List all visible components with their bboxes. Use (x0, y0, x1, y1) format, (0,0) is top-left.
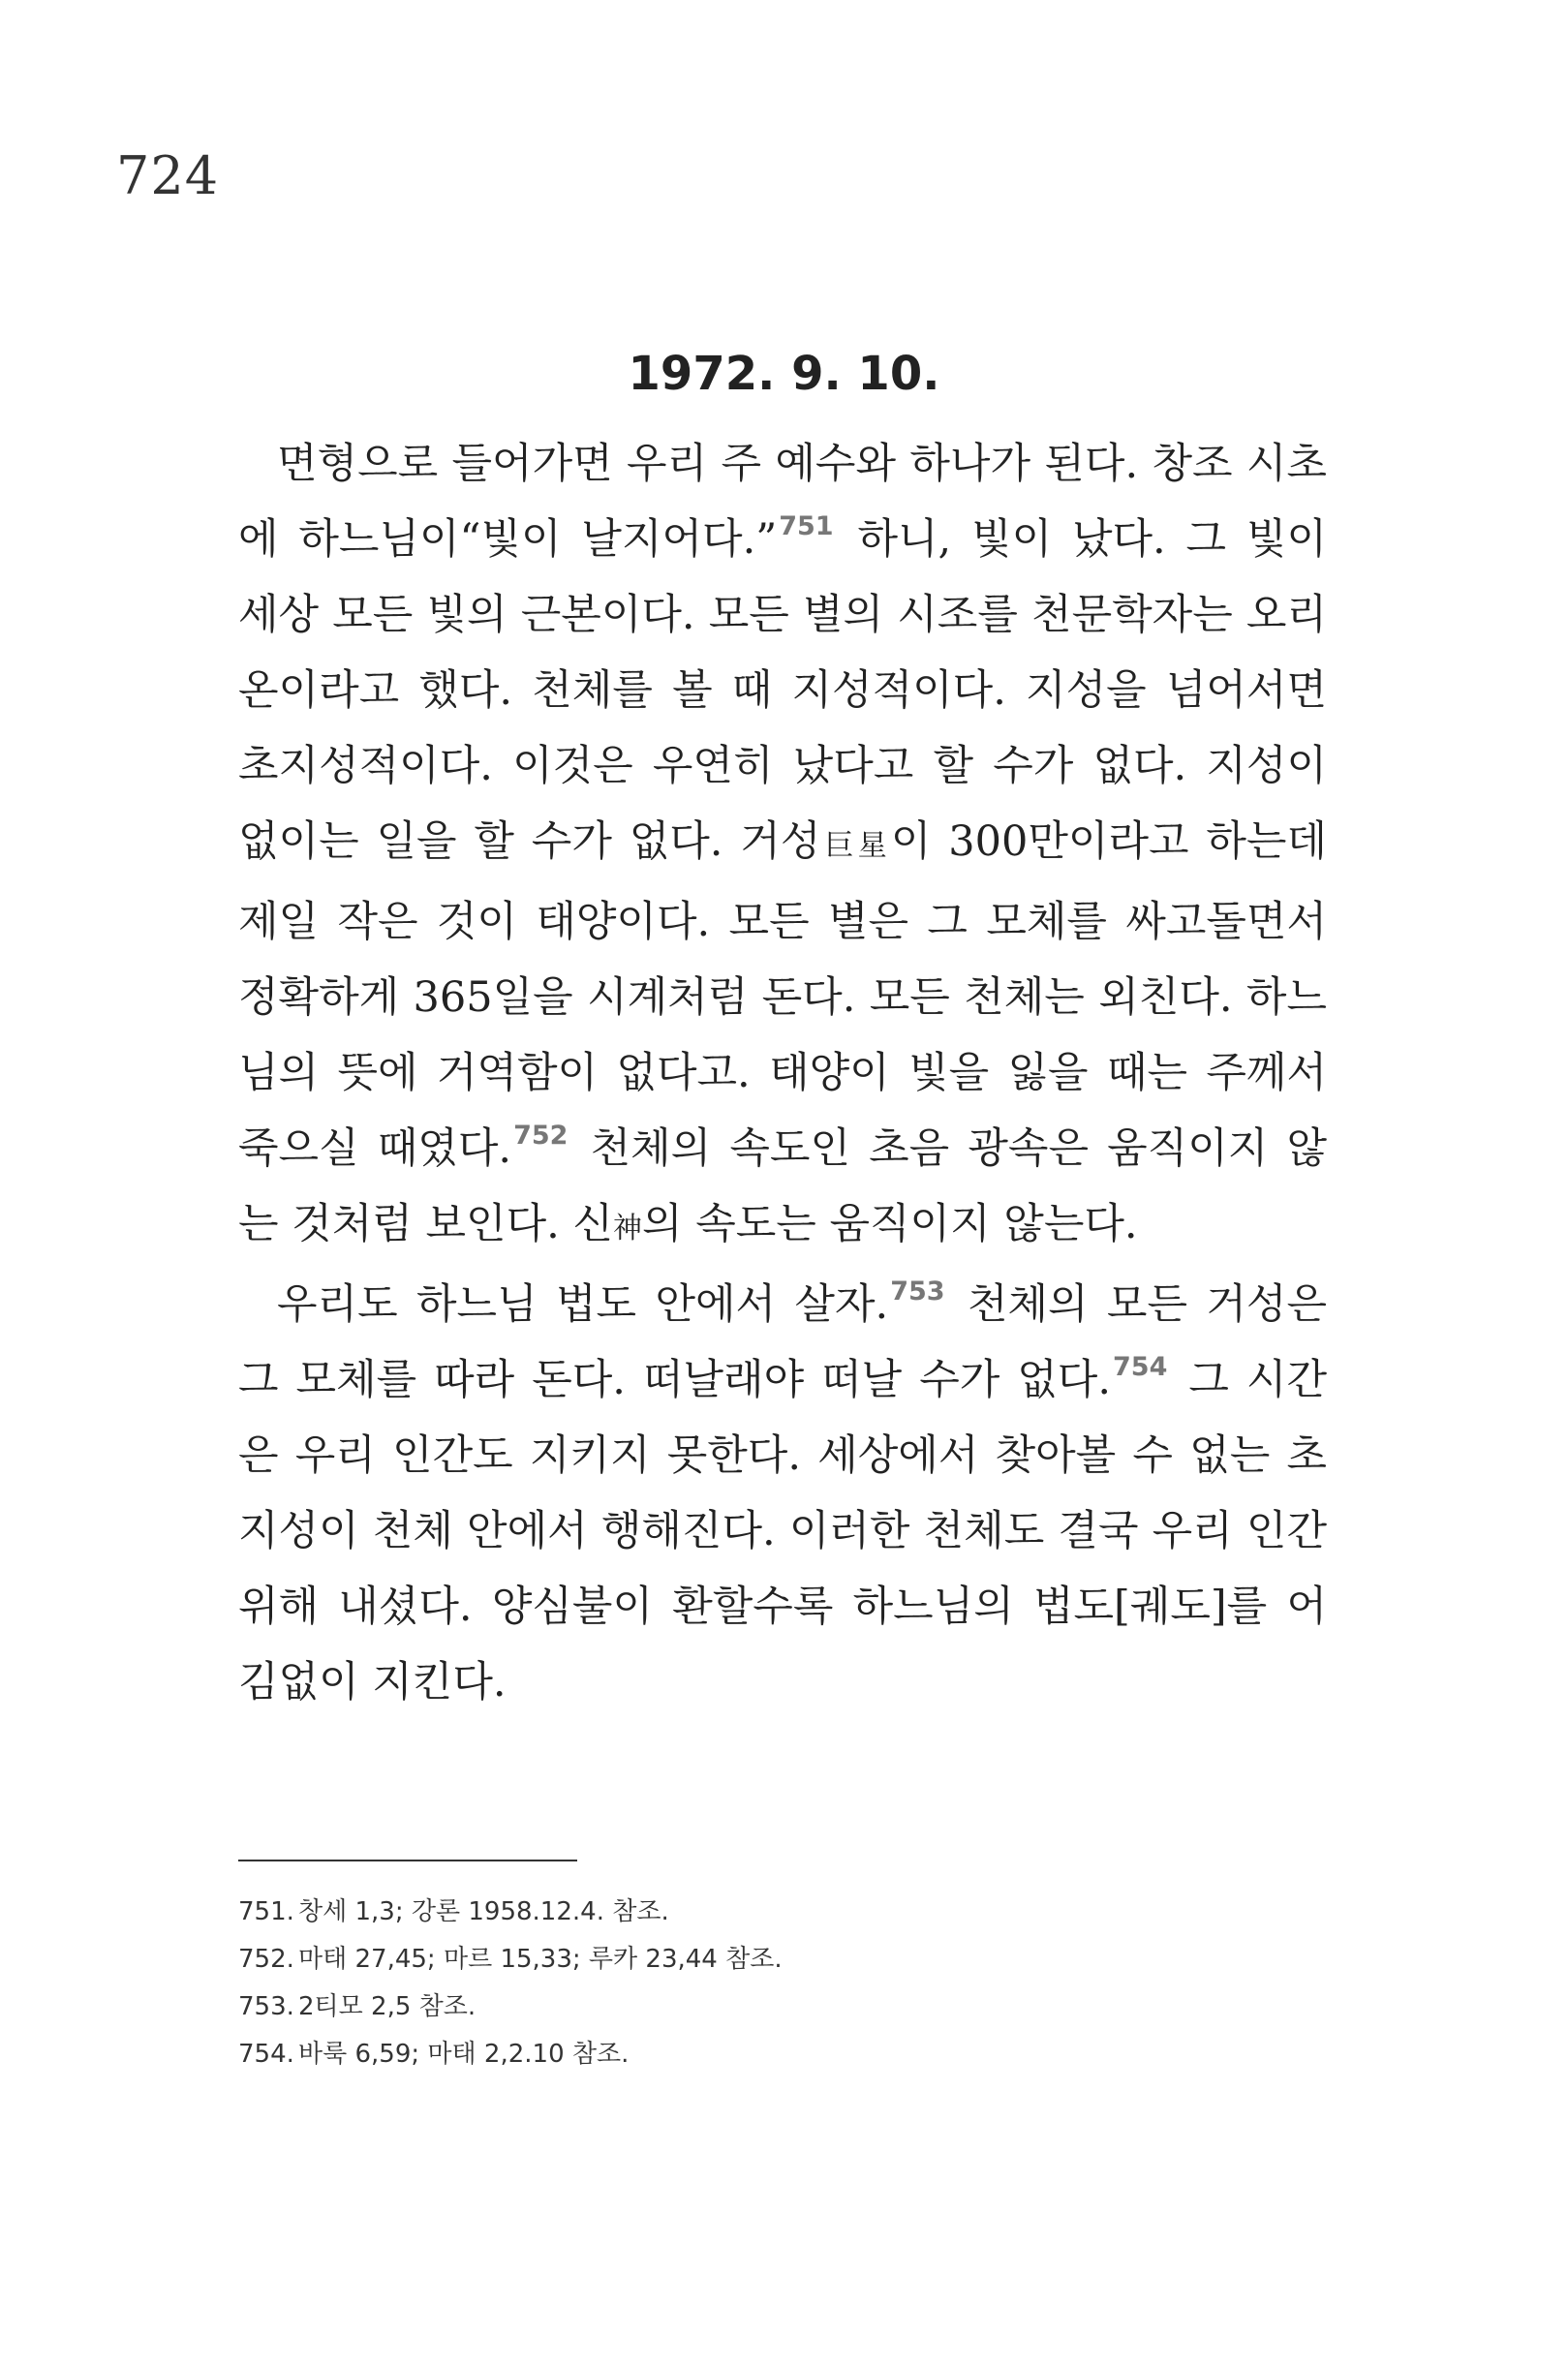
p1-text-5: 의 속도는 움직이지 않는다. (641, 1200, 1138, 1248)
footnote-text: 2티모 2,5 참조. (298, 1992, 477, 2021)
hanja-geoseong: 巨星 (820, 829, 891, 863)
paragraph-1 (238, 426, 1327, 1267)
footnote-751 (238, 1889, 1207, 1936)
hanja-shin: 神 (612, 1212, 642, 1246)
footnote-number: 752. (238, 1945, 294, 1974)
paragraph-2 (238, 1267, 1327, 1720)
footnote-ref-754: 754 (1113, 1352, 1168, 1383)
footnote-text: 마태 27,45; 마르 15,33; 루카 23,44 참조. (298, 1945, 783, 1974)
p1-text-1: 면형으로 들어가면 우리 주 예수와 하나가 된다. 창조 시초에 하느님이“빛이 날지어다.” (238, 440, 1327, 564)
footnote-number: 754. (238, 2040, 294, 2069)
p2-text-1: 우리도 하느님 법도 안에서 살자. (277, 1280, 889, 1329)
footnotes (238, 1889, 1207, 2078)
footnote-ref-751: 751 (779, 511, 834, 542)
p1-text-3: 이 300만이라고 하는데 제일 작은 것이 태양이다. 모든 별은 그 모체를 싸고돌면서 정확하게 365일을 시계처럼 돈다. 모든 천체는 외친다. 하느님의 뜻에 거역함이 없다고. 태양이 빛을 잃을 때는 주께서 죽으실 때였다. (238, 817, 1327, 1173)
footnote-754 (238, 2031, 1207, 2078)
p2-text-2: 천체의 모든 거성은 그 모체를 따라 돈다. 떠날래야 떠날 수가 없다. (238, 1280, 1328, 1404)
footnote-number: 751. (238, 1897, 294, 1926)
footnote-ref-753: 753 (890, 1276, 945, 1307)
p1-text-2: 하니, 빛이 났다. 그 빛이 세상 모든 빛의 근본이다. 모든 별의 시조를 천문학자는 오리온이라고 했다. 천체를 볼 때 지성적이다. 지성을 넘어서면 초지성적이다. 이것은 우연히 났다고 할 수가 없다. 지성이 없이는 일을 할 수가 없다. 거성 (238, 515, 1327, 866)
footnote-753 (238, 1984, 1207, 2031)
p2-text-3: 그 시간은 우리 인간도 지키지 못한다. 세상에서 찾아볼 수 없는 초지성이 천체 안에서 행해진다. 이러한 천체도 결국 우리 인간 위해 내셨다. 양심불이 환할수록 하느님의 법도[궤도]를 어김없이 지킨다. (238, 1356, 1328, 1707)
footnote-number: 753. (238, 1992, 294, 2021)
body-text (238, 426, 1327, 1720)
footnote-ref-752: 752 (513, 1121, 569, 1152)
footnote-text: 창세 1,3; 강론 1958.12.4. 참조. (298, 1897, 669, 1926)
footnote-divider (238, 1860, 577, 1861)
footnote-text: 바룩 6,59; 마태 2,2.10 참조. (298, 2040, 630, 2069)
footnote-752 (238, 1936, 1207, 1984)
entry-date-heading: 1972. 9. 10. (628, 347, 940, 401)
page-number: 724 (116, 145, 220, 206)
p1-text-4: 천체의 속도인 초음 광속은 움직이지 않는 것처럼 보인다. 신 (238, 1124, 1327, 1248)
